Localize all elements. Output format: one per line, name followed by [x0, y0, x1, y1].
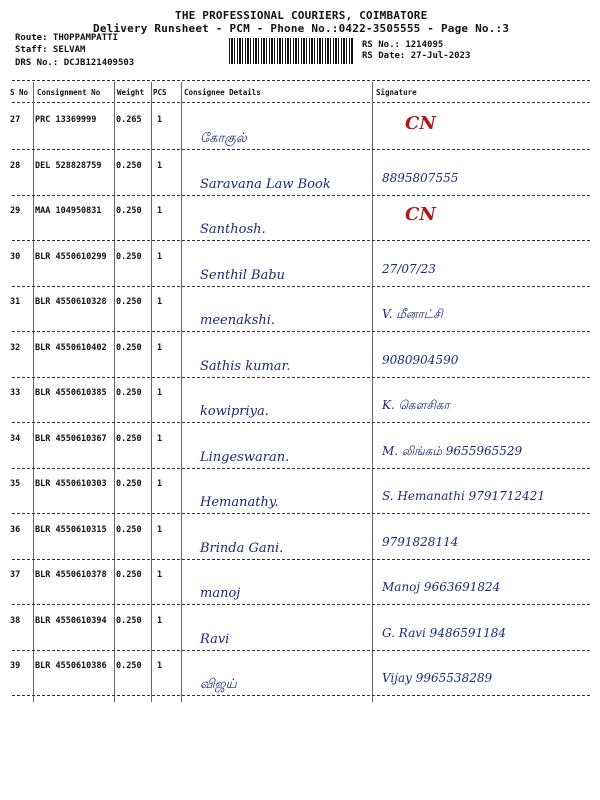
row-divider	[12, 149, 590, 150]
cell-pcs: 1	[157, 115, 163, 125]
barcode-image	[229, 38, 353, 64]
cell-sno: 30	[10, 252, 21, 262]
table-row	[0, 424, 600, 469]
cell-pcs: 1	[157, 570, 163, 580]
row-divider	[12, 695, 590, 696]
cell-weight: 0.250	[116, 343, 142, 353]
cell-weight: 0.250	[116, 479, 142, 489]
column-header-sno: S No	[10, 88, 29, 97]
cell-sno: 37	[10, 570, 21, 580]
signature-handwriting: 27/07/23	[382, 262, 436, 276]
column-header-signature: Signature	[376, 88, 417, 97]
cell-weight: 0.250	[116, 388, 142, 398]
table-row	[0, 560, 600, 605]
consignee-handwriting: manoj	[200, 586, 241, 601]
signature-handwriting: K. கௌசிகா	[382, 398, 450, 412]
table-row	[0, 105, 600, 150]
cell-consignment: BLR 4550610315	[35, 525, 107, 535]
cell-pcs: 1	[157, 434, 163, 444]
cell-pcs: 1	[157, 616, 163, 626]
cell-consignment: BLR 4550610394	[35, 616, 107, 626]
cell-consignment: BLR 4550610385	[35, 388, 107, 398]
signature-handwriting: G. Ravi 9486591184	[382, 626, 507, 640]
table-row	[0, 151, 600, 196]
cell-consignment: PRC 13369999	[35, 115, 97, 125]
cell-consignment: BLR 4550610378	[35, 570, 107, 580]
staff-label: Staff: SELVAM	[15, 45, 86, 55]
consignee-handwriting: Senthil Babu	[200, 268, 286, 283]
rs-date: RS Date: 27-Jul-2023	[362, 51, 471, 61]
cell-sno: 32	[10, 343, 21, 353]
row-divider	[12, 331, 590, 332]
consignee-handwriting: meenakshi.	[200, 313, 276, 328]
cell-weight: 0.250	[116, 661, 142, 671]
column-header-weight: Weight	[117, 88, 145, 97]
header-rule-bottom	[12, 102, 590, 103]
cell-weight: 0.250	[116, 434, 142, 444]
consignee-handwriting: Hemanathy.	[200, 495, 279, 510]
table-row	[0, 469, 600, 514]
signature-handwriting: V. மீனாட்சி	[382, 307, 443, 321]
column-header-pcs: PCS	[153, 88, 167, 97]
signature-handwriting: M. லிங்கம் 9655965529	[382, 444, 523, 458]
runsheet-subtitle: Delivery Runsheet - PCM - Phone No.:0422-3505555 - Page No.:3	[93, 22, 510, 35]
signature-handwriting: Vijay 9965538289	[382, 671, 493, 685]
cell-pcs: 1	[157, 206, 163, 216]
consignee-handwriting: Ravi	[200, 632, 230, 647]
cell-pcs: 1	[157, 525, 163, 535]
signature-handwriting: S. Hemanathi 9791712421	[382, 489, 545, 503]
consignee-handwriting: Saravana Law Book	[200, 177, 331, 192]
route-label: Route: THOPPAMPATTI	[15, 33, 118, 43]
cell-pcs: 1	[157, 161, 163, 171]
row-divider	[12, 240, 590, 241]
cell-weight: 0.250	[116, 570, 142, 580]
column-header-consignee: Consignee Details	[184, 88, 261, 97]
cell-weight: 0.250	[116, 161, 142, 171]
table-row	[0, 242, 600, 287]
cell-sno: 36	[10, 525, 21, 535]
table-row	[0, 651, 600, 696]
consignee-handwriting: Lingeswaran.	[200, 450, 290, 465]
cell-sno: 39	[10, 661, 21, 671]
row-divider	[12, 604, 590, 605]
rs-number: RS No.: 1214095	[362, 40, 444, 50]
cell-pcs: 1	[157, 252, 163, 262]
cell-weight: 0.250	[116, 525, 142, 535]
cell-sno: 28	[10, 161, 21, 171]
drs-number: DRS No.: DCJB121409503	[15, 58, 135, 68]
signature-handwriting: Manoj 9663691824	[382, 580, 501, 594]
row-divider	[12, 422, 590, 423]
signature-handwriting: 9080904590	[382, 353, 459, 367]
cell-weight: 0.250	[116, 252, 142, 262]
cell-weight: 0.250	[116, 616, 142, 626]
cell-pcs: 1	[157, 343, 163, 353]
cell-consignment: BLR 4550610328	[35, 297, 107, 307]
consignee-handwriting: விஜய்	[200, 677, 237, 692]
cell-consignment: BLR 4550610402	[35, 343, 107, 353]
cell-sno: 38	[10, 616, 21, 626]
cell-consignment: BLR 4550610367	[35, 434, 107, 444]
cell-consignment: MAA 104950831	[35, 206, 102, 216]
cell-sno: 31	[10, 297, 21, 307]
page-title: THE PROFESSIONAL COURIERS, COIMBATORE	[175, 9, 428, 22]
cell-pcs: 1	[157, 297, 163, 307]
cell-sno: 29	[10, 206, 21, 216]
column-header-consignment: Consignment No	[37, 88, 101, 97]
consignee-handwriting: Sathis kumar.	[200, 359, 291, 374]
cell-consignment: DEL 528828759	[35, 161, 102, 171]
consignee-handwriting: கோகுல்	[200, 131, 247, 146]
cell-consignment: BLR 4550610299	[35, 252, 107, 262]
table-row	[0, 515, 600, 560]
consignee-handwriting: Santhosh.	[200, 222, 266, 237]
cell-weight: 0.250	[116, 206, 142, 216]
table-row	[0, 196, 600, 241]
cell-sno: 34	[10, 434, 21, 444]
cell-sno: 35	[10, 479, 21, 489]
row-divider	[12, 513, 590, 514]
signature-handwriting: 8895807555	[382, 171, 459, 185]
cell-pcs: 1	[157, 479, 163, 489]
header-rule-top	[12, 80, 590, 81]
signature-handwriting: CN	[405, 204, 436, 225]
cell-pcs: 1	[157, 661, 163, 671]
consignee-handwriting: Brinda Gani.	[200, 541, 284, 556]
signature-handwriting: 9791828114	[382, 535, 459, 549]
cell-pcs: 1	[157, 388, 163, 398]
table-row	[0, 333, 600, 378]
consignee-handwriting: kowipriya.	[200, 404, 269, 419]
table-row	[0, 287, 600, 332]
signature-handwriting: CN	[405, 113, 436, 134]
table-row	[0, 606, 600, 651]
cell-weight: 0.265	[116, 115, 142, 125]
cell-sno: 27	[10, 115, 21, 125]
cell-weight: 0.250	[116, 297, 142, 307]
cell-consignment: BLR 4550610386	[35, 661, 107, 671]
table-row	[0, 378, 600, 423]
cell-consignment: BLR 4550610303	[35, 479, 107, 489]
cell-sno: 33	[10, 388, 21, 398]
